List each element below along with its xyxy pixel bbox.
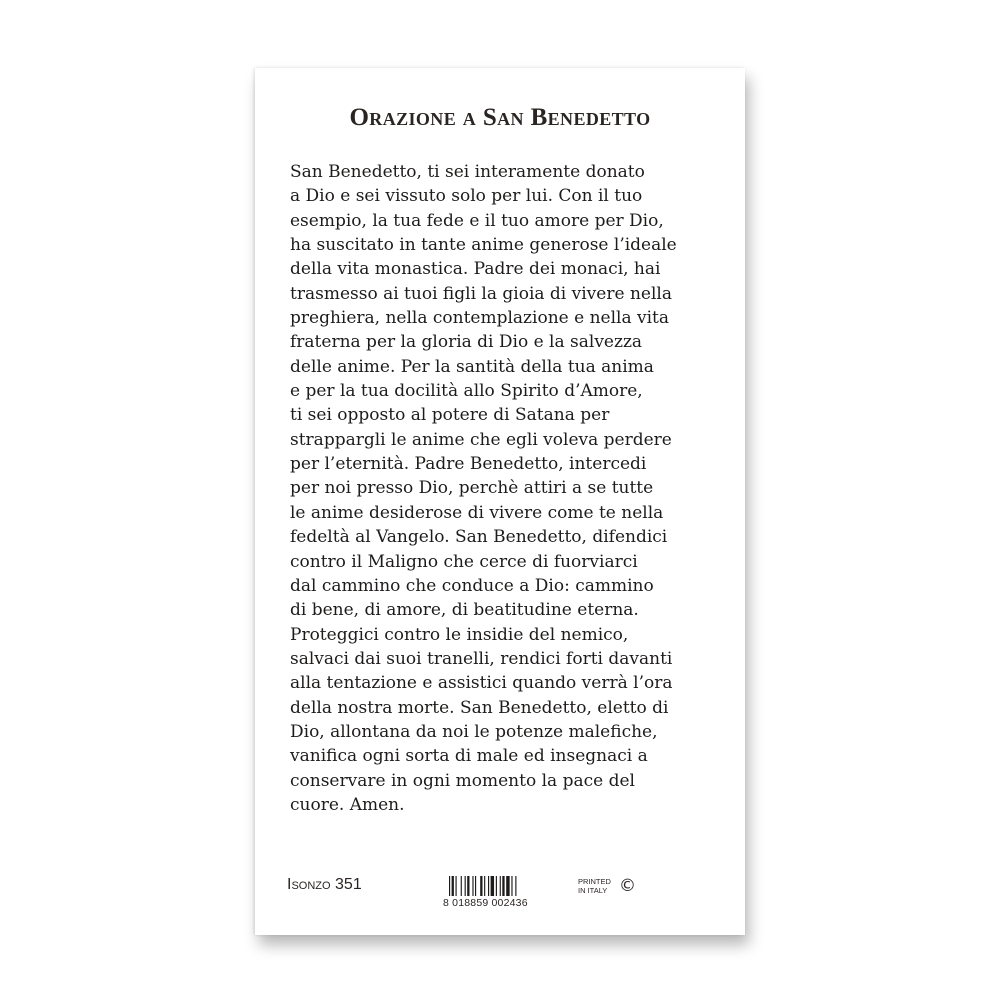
barcode-bar bbox=[472, 876, 473, 896]
prayer-line: cuore. Amen. bbox=[290, 794, 405, 815]
barcode-bar bbox=[467, 876, 469, 896]
prayer-text bbox=[290, 160, 730, 817]
prayer-line: fedeltà al Vangelo. San Benedetto, difendici bbox=[290, 527, 668, 548]
barcode-bar bbox=[496, 876, 497, 896]
prayer-line: di bene, di amore, di beatitudine eterna. bbox=[290, 600, 639, 621]
prayer-line: dal cammino che conduce a Dio: cammino bbox=[290, 575, 654, 596]
prayer-line: strappargli le anime che egli voleva perdere bbox=[290, 429, 672, 450]
prayer-line: ti sei opposto al potere di Satana per bbox=[290, 405, 610, 426]
prayer-line: per noi presso Dio, perchè attiri a se tutte bbox=[290, 478, 654, 499]
product-code bbox=[287, 876, 362, 894]
prayer-line: contro il Maligno che cerce di fuorviarci bbox=[290, 551, 638, 572]
prayer-card bbox=[255, 68, 745, 935]
barcode-bar bbox=[488, 876, 489, 896]
prayer-line: San Benedetto, ti sei interamente donato bbox=[290, 162, 645, 182]
prayer-line: Proteggici contro le insidie del nemico, bbox=[290, 624, 629, 645]
prayer-line: della vita monastica. Padre dei monaci, hai bbox=[290, 259, 661, 280]
printed-line-2: IN ITALY bbox=[578, 886, 608, 895]
barcode-bar bbox=[465, 876, 466, 896]
copyright-icon: © bbox=[619, 876, 636, 896]
printed-in-italy bbox=[578, 877, 611, 895]
prayer-line: delle anime. Per la santità della tua anima bbox=[290, 356, 654, 377]
barcode-bar bbox=[449, 876, 450, 896]
prayer-line: Dio, allontana da noi le potenze malefiche, bbox=[290, 721, 658, 742]
prayer-line: alla tentazione e assistici quando verrà l’ora bbox=[290, 673, 673, 694]
prayer-line: conservare in ogni momento la pace del bbox=[290, 770, 635, 791]
prayer-line: preghiera, nella contemplazione e nella vita bbox=[290, 308, 669, 329]
prayer-line: fraterna per la gloria di Dio e la salvezza bbox=[290, 332, 643, 353]
barcode-bar bbox=[484, 876, 485, 896]
prayer-line: salvaci dai suoi tranelli, rendici forti davanti bbox=[290, 648, 673, 669]
barcode-bar bbox=[502, 876, 504, 896]
prayer-line: e per la tua docilità allo Spirito d’Amore, bbox=[290, 381, 643, 402]
prayer-line: vanifica ogni sorta di male ed insegnaci a bbox=[290, 746, 648, 767]
barcode-bar bbox=[506, 876, 509, 896]
barcode-icon bbox=[449, 876, 543, 896]
barcode-bar bbox=[491, 876, 494, 896]
barcode-bar bbox=[452, 876, 454, 896]
barcode-bar bbox=[456, 876, 457, 896]
product-number: 351 bbox=[335, 876, 362, 893]
barcode-bar bbox=[461, 876, 462, 896]
prayer-line: a Dio e sei vissuto solo per lui. Con il tuo bbox=[290, 186, 643, 207]
prayer-line: per l’eternità. Padre Benedetto, intercedi bbox=[290, 454, 647, 475]
prayer-line: della nostra morte. San Benedetto, eletto di bbox=[290, 697, 669, 718]
prayer-line: le anime desiderose di vivere come te nella bbox=[290, 502, 664, 523]
barcode-bar bbox=[475, 876, 476, 896]
prayer-title: Orazione a San Benedetto bbox=[349, 104, 651, 131]
prayer-line: esempio, la tua fede e il tuo amore per Dio, bbox=[290, 210, 664, 231]
prayer-line: trasmesso ai tuoi figli la gioia di vivere nella bbox=[290, 283, 672, 304]
barcode-bar bbox=[480, 876, 482, 896]
prayer-line: ha suscitato in tante anime generose l’ideale bbox=[290, 235, 677, 256]
barcode-bar bbox=[511, 876, 512, 896]
product-name: Isonzo bbox=[287, 876, 331, 893]
barcode-number: 8 018859 002436 bbox=[443, 897, 528, 909]
barcode-bar bbox=[515, 876, 516, 896]
printed-line-1: PRINTED bbox=[578, 877, 611, 886]
barcode-bar bbox=[500, 876, 501, 896]
